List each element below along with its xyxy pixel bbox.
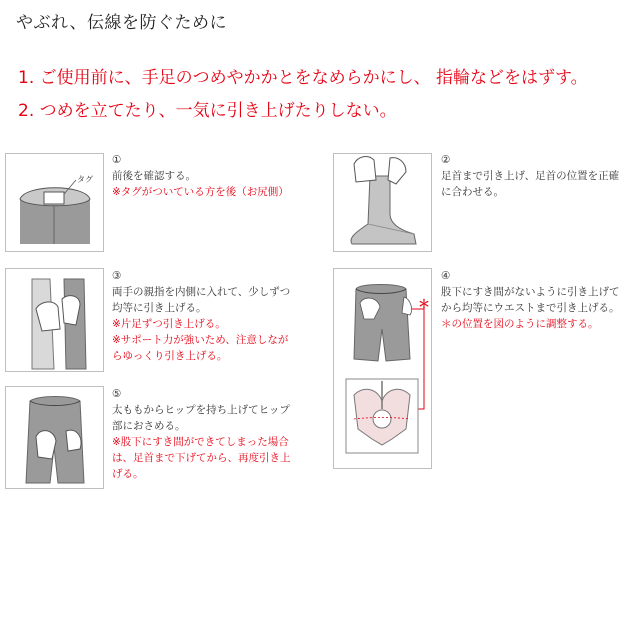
step-2-line-2: に合わせる。 bbox=[441, 186, 504, 198]
hip-lift-figure-icon bbox=[6, 387, 103, 488]
step-3-line-2: 均等に引き上げる。 bbox=[112, 302, 207, 314]
step-3-note-3: らゆっくり引き上げる。 bbox=[112, 350, 228, 362]
rule-2: 2. つめを立てたり、一気に引き上げたりしない。 bbox=[18, 101, 397, 121]
step-5-note-3: げる。 bbox=[112, 468, 144, 480]
step-5-note-2: は、足首まで下げてから、再度引き上 bbox=[112, 452, 291, 464]
step-3-number: ③ bbox=[112, 270, 122, 282]
step-5-illustration bbox=[5, 386, 104, 489]
ankle-adjust-figure-icon bbox=[334, 154, 431, 251]
waistband-tag-figure-icon bbox=[6, 154, 103, 251]
thumbs-inside-figure-icon bbox=[6, 269, 103, 371]
step-5-number: ⑤ bbox=[112, 388, 122, 400]
step-4-number: ④ bbox=[441, 270, 451, 282]
step-5-note-1: ※股下にすき間ができてしまった場合 bbox=[112, 436, 289, 448]
tag-label: タグ bbox=[77, 175, 93, 184]
step-2-number: ② bbox=[441, 154, 451, 166]
step-3-text bbox=[112, 268, 290, 364]
step-3-line-1: 両手の親指を内側に入れて、少しずつ bbox=[112, 286, 291, 298]
step-4-note-1: ＊の位置を図のように調整する。 bbox=[441, 318, 599, 330]
step-5-line-1: 太ももからヒップを持ち上げてヒップ bbox=[112, 404, 290, 416]
step-3-note-1: ※片足ずつ引き上げる。 bbox=[112, 318, 226, 330]
step-4-illustration bbox=[333, 268, 432, 469]
asterisk-mark: ＊ bbox=[418, 297, 431, 311]
step-4-line-1: 股下にすき間がないように引き上げて bbox=[441, 286, 620, 298]
step-1-line-1: 前後を確認する。 bbox=[112, 170, 196, 182]
step-1-number: ① bbox=[112, 154, 122, 166]
step-4-line-2: から均等にウエストまで引き上げる。 bbox=[441, 302, 620, 314]
step-5-text bbox=[112, 386, 291, 482]
step-1-note-1: ※タグがついている方を後（お尻側） bbox=[112, 186, 289, 198]
step-2-text bbox=[441, 152, 619, 200]
step-1-illustration bbox=[5, 153, 104, 252]
step-5-line-2: 部におさめる。 bbox=[112, 420, 186, 432]
crotch-adjust-pelvis-figure-icon bbox=[334, 269, 431, 468]
step-3-illustration bbox=[5, 268, 104, 372]
page-title: やぶれ、伝線を防ぐために bbox=[16, 13, 228, 33]
step-4-text bbox=[441, 268, 620, 332]
step-3-note-2: ※サポート力が強いため、注意しなが bbox=[112, 334, 289, 346]
step-2-line-1: 足首まで引き上げ、足首の位置を正確 bbox=[441, 170, 620, 182]
rule-1: 1. ご使用前に、手足のつめやかかとをなめらかにし、 指輪などをはずす。 bbox=[18, 68, 588, 88]
step-2-illustration bbox=[333, 153, 432, 252]
step-1-text bbox=[112, 152, 289, 200]
